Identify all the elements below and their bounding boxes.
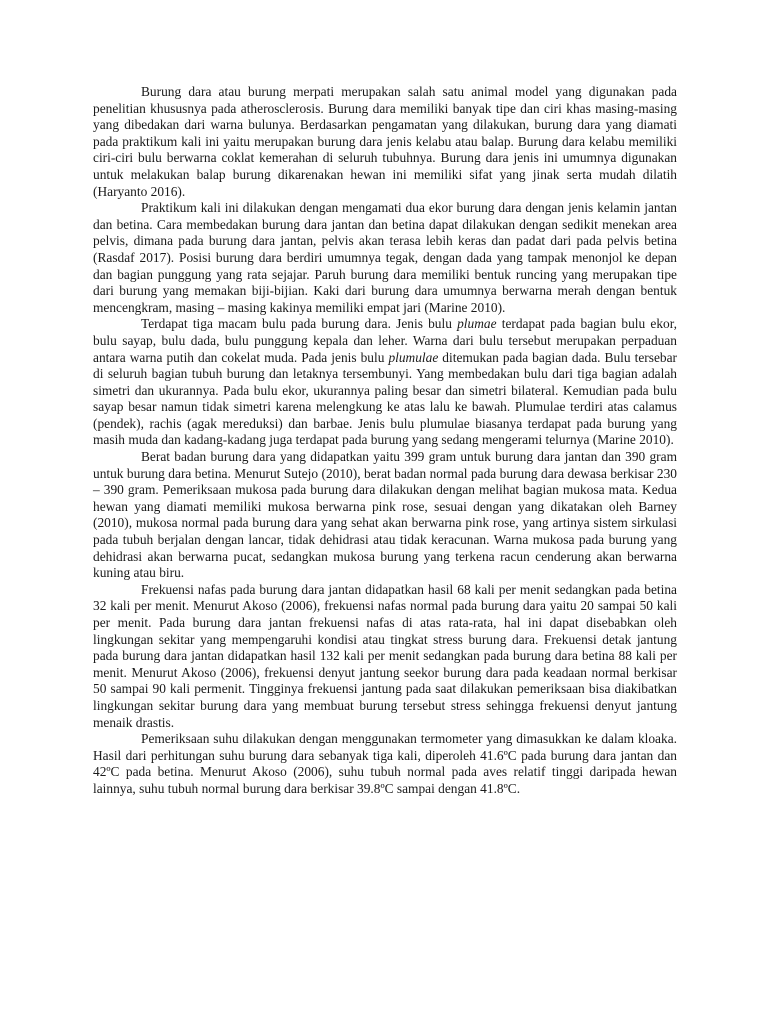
italic-term: plumulae <box>388 349 439 365</box>
paragraph <box>93 731 677 797</box>
paragraph <box>93 316 677 449</box>
document-page <box>93 84 677 798</box>
paragraph-text: ditemukan pada bagian dada. Bulu tersebar di seluruh bagian tubuh burung dan letaknya tersembunyi. Yang membedakan bulu dari tiga bagian adalah simetri dan ukurannya. Pada bulu ekor, ukurannya paling besar dan simetri bilateral. Kemudian pada bulu sayap besar namun tidak simetri karena melengkung ke atas lalu ke bawah. Plumulae terdiri atas calamus (pendek), rachis (agak mereduksi) dan barbae. Jenis bulu plumulae biasanya terdapat pada burung yang masih muda dan kadang-kadang juga terdapat pada burung yang sedang mengerami telurnya (Marine 2010). <box>93 349 677 448</box>
paragraph-text: Berat badan burung dara yang didapatkan yaitu 399 gram untuk burung dara jantan dan 390 gram untuk burung dara betina. Menurut Sutejo (2010), berat badan normal pada burung dara dewasa berkisar 230 – 390 gram. Pemeriksaan mukosa pada burung dara dilakukan dengan melihat bagian mukosa mata. Kedua hewan yang diamati memiliki mukosa berwarna pink rose, sesuai dengan yang dikatakan oleh Barney (2010), mukosa normal pada burung dara yang sehat akan berwarna pink rose, yang artinya sistem sirkulasi pada tubuh berjalan dengan lancar, tidak dehidrasi atau tidak keracunan. Warna mukosa pada burung yang dehidrasi akan berwarna pucat, sedangkan mukosa burung yang terkena racun cenderung akan berwarna kuning atau biru. <box>93 449 677 581</box>
paragraph-text: Praktikum kali ini dilakukan dengan mengamati dua ekor burung dara dengan jenis kelamin jantan dan betina. Cara membedakan burung dara jantan dan betina dapat dilakukan dengan sedikit menekan area pelvis, dimana pada burung dara jantan, pelvis akan terasa lebih keras dan padat dari pada pelvis betina (Rasdaf 2017). Posisi burung dara berdiri umumnya tegak, dengan dada yang tampak menonjol ke depan dan bagian punggung yang rata sejajar. Paruh burung dara memiliki bentuk runcing yang merupakan tipe dari burung yang memakan biji-bijian. Kaki dari burung dara umumnya berwarna merah dengan bentuk mencengkram, masing – masing kakinya memiliki empat jari (Marine 2010). <box>93 200 677 315</box>
paragraph-text: Burung dara atau burung merpati merupakan salah satu animal model yang digunakan pada penelitian khususnya pada atherosclerosis. Burung dara memiliki banyak tipe dan ciri khas masing-masing yang dibedakan dari warna bulunya. Berdasarkan pengamatan yang dilakukan, burung dara yang diamati pada praktikum kali ini yaitu merupakan burung dara jenis kelabu atau balap. Burung dara kelabu memiliki ciri-ciri bulu berwarna coklat kemerahan di seluruh tubuhnya. Burung dara jenis ini umumnya digunakan untuk melakukan balap burung dikarenakan hewan ini memiliki sifat yang jinak serta mudah dilatih (Haryanto 2016). <box>93 84 677 199</box>
paragraph-text: Terdapat tiga macam bulu pada burung dara. Jenis bulu <box>141 316 458 332</box>
paragraph-text: Frekuensi nafas pada burung dara jantan didapatkan hasil 68 kali per menit sedangkan pada betina 32 kali per menit. Menurut Akoso (2006), frekuensi nafas normal pada burung dara yaitu 20 sampai 50 kali per menit. Pada burung dara jantan frekuensi nafas di atas rata-rata, hal ini dapat disebabkan oleh lingkungan sekitar yang mempengaruhi kondisi atau tingkat stress burung dara. Frekuensi detak jantung pada burung dara jantan didapatkan hasil 132 kali per menit sedangkan pada burung dara betina 88 kali per menit. Menurut Akoso (2006), frekuensi denyut jantung seekor burung dara pada keadaan normal berkisar 50 sampai 90 kali permenit. Tingginya frekuensi jantung pada saat dilakukan pemeriksaan bisa diakibatkan lingkungan sekitar burung dara yang membuat burung tersebut stress sehingga frekuensi denyut jantung menaik drastis. <box>93 581 677 730</box>
paragraph <box>93 582 677 731</box>
paragraph-text: Pemeriksaan suhu dilakukan dengan menggunakan termometer yang dimasukkan ke dalam kloaka. Hasil dari perhitungan suhu burung dara sebanyak tiga kali, diperoleh 41.6ºC pada burung dara jantan dan 42ºC pada betina. Menurut Akoso (2006), suhu tubuh normal pada aves relatif tinggi daripada hewan lainnya, suhu tubuh normal burung dara berkisar 39.8ºC sampai dengan 41.8ºC. <box>93 731 677 796</box>
paragraph <box>93 84 677 200</box>
paragraph-text: terdapat pada bagian bulu ekor, bulu sayap, bulu dada, bulu punggung kepala dan leher. Warna dari bulu tersebut merupakan perpaduan antara warna putih dan cokelat muda. Pada jenis bulu <box>93 316 677 365</box>
italic-term: plumae <box>457 316 497 332</box>
paragraph <box>93 449 677 582</box>
paragraph <box>93 200 677 316</box>
